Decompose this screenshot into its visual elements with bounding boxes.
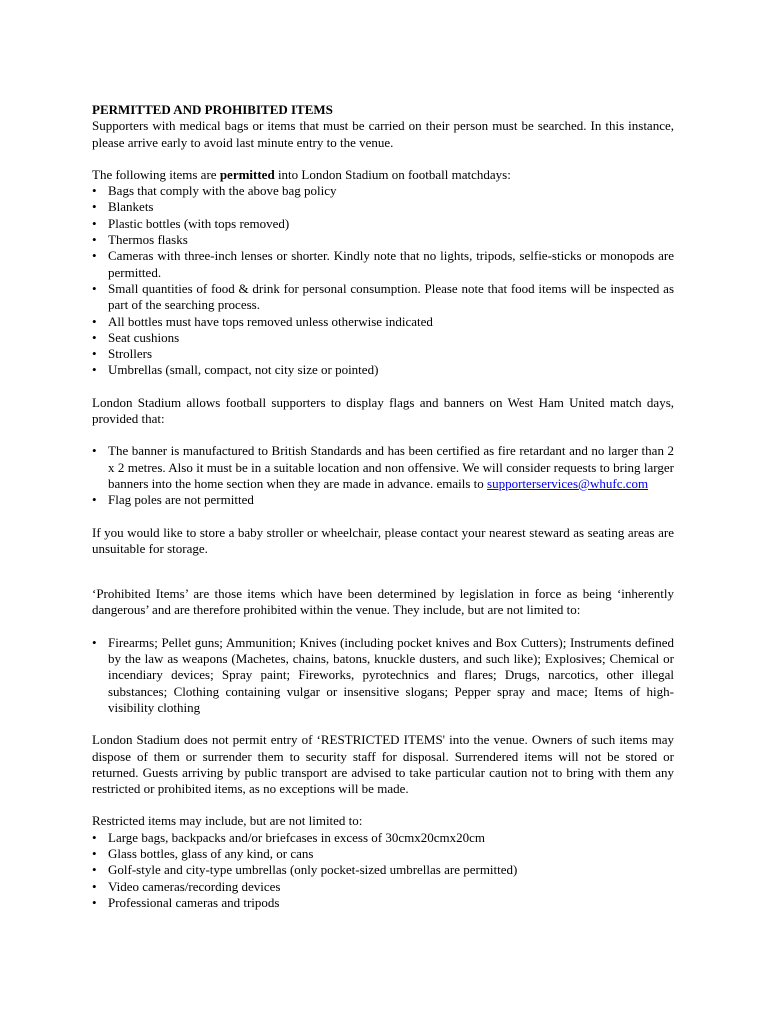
- permitted-item: • Plastic bottles (with tops removed): [92, 216, 674, 232]
- spacer: [92, 509, 674, 525]
- flag-poles-item: • Flag poles are not permitted: [92, 492, 674, 508]
- banner-rule-text: The banner is manufactured to British Standards and has been certified as fire retardant and no larger than 2 x 2 metres. Also it must be in a suitable location and non offensive. We will consider requests to bring larger banners into the home section when they are made in advance. emails to: [108, 443, 674, 491]
- permitted-item: • Small quantities of food & drink for personal consumption. Please note that food items will be inspected as part of the searching process.: [92, 281, 674, 314]
- permitted-lead-before: The following items are: [92, 166, 220, 182]
- spacer: [92, 716, 674, 732]
- permitted-item: • All bottles must have tops removed unless otherwise indicated: [92, 314, 674, 330]
- permitted-item: • Umbrellas (small, compact, not city size or pointed): [92, 362, 674, 378]
- permitted-item: • Blankets: [92, 199, 674, 215]
- restricted-item: • Golf-style and city-type umbrellas (only pocket-sized umbrellas are permitted): [92, 862, 674, 878]
- prohibited-items: • Firearms; Pellet guns; Ammunition; Knives (including pocket knives and Box Cutters); Instruments defined by the law as weapons (Machetes, chains, batons, knuckle dusters, and such like); Explosives; Chemical or incendiary devices; Spray paint; Fireworks, pyrotechnics and flares; Drugs, narcotics, other illegal substances; Clothing containing vulgar or insensitive slogans; Pepper spray and mace; Items of high-visibility clothing: [92, 635, 674, 716]
- spacer: [92, 797, 674, 813]
- flags-list: [92, 443, 674, 508]
- intro-paragraph: Supporters with medical bags or items that must be carried on their person must be searched. In this instance, please arrive early to avoid last minute entry to the venue.: [92, 118, 674, 150]
- spacer: [92, 557, 674, 586]
- document-page: [92, 102, 674, 911]
- restricted-item: • Professional cameras and tripods: [92, 895, 674, 911]
- permitted-lead: [92, 167, 674, 183]
- spacer: [92, 379, 674, 395]
- storage-paragraph: If you would like to store a baby stroller or wheelchair, please contact your nearest steward as seating areas are unsuitable for storage.: [92, 524, 674, 556]
- restricted-list: [92, 830, 674, 911]
- prohibited-intro: ‘Prohibited Items’ are those items which have been determined by legislation in force as being ‘inherently dangerous’ and are therefore prohibited within the venue. They include, but are not limited to:: [92, 586, 674, 618]
- restricted-item: • Video cameras/recording devices: [92, 879, 674, 895]
- spacer: [92, 151, 674, 167]
- permitted-lead-bold: permitted: [219, 166, 275, 182]
- permitted-item: • Cameras with three-inch lenses or shorter. Kindly note that no lights, tripods, selfie-sticks or monopods are permitted.: [92, 248, 674, 281]
- email-link[interactable]: supporterservices@whufc.com: [487, 475, 649, 491]
- permitted-item: • Seat cushions: [92, 330, 674, 346]
- permitted-item: • Bags that comply with the above bag policy: [92, 183, 674, 199]
- spacer: [92, 619, 674, 635]
- restricted-lead: Restricted items may include, but are not limited to:: [92, 813, 363, 829]
- restricted-item: • Large bags, backpacks and/or briefcases in excess of 30cmx20cmx20cm: [92, 830, 674, 846]
- permitted-item: • Strollers: [92, 346, 674, 362]
- page-title: PERMITTED AND PROHIBITED ITEMS: [92, 102, 333, 117]
- restricted-item: • Glass bottles, glass of any kind, or cans: [92, 846, 674, 862]
- prohibited-list: [92, 635, 674, 716]
- permitted-list: [92, 183, 674, 379]
- permitted-item: • Thermos flasks: [92, 232, 674, 248]
- restricted-paragraph: London Stadium does not permit entry of ‘RESTRICTED ITEMS' into the venue. Owners of such items may dispose of them or surrender them to security staff for disposal. Surrendered items will not be stored or returned. Guests arriving by public transport are advised to take particular caution not to bring with them any restricted or prohibited items, as no exceptions will be made.: [92, 732, 674, 797]
- spacer: [92, 427, 674, 443]
- banner-rule-item: [92, 443, 674, 492]
- flags-intro: London Stadium allows football supporters to display flags and banners on West Ham United match days, provided that:: [92, 394, 674, 427]
- permitted-lead-after: into London Stadium on football matchdays:: [274, 166, 511, 182]
